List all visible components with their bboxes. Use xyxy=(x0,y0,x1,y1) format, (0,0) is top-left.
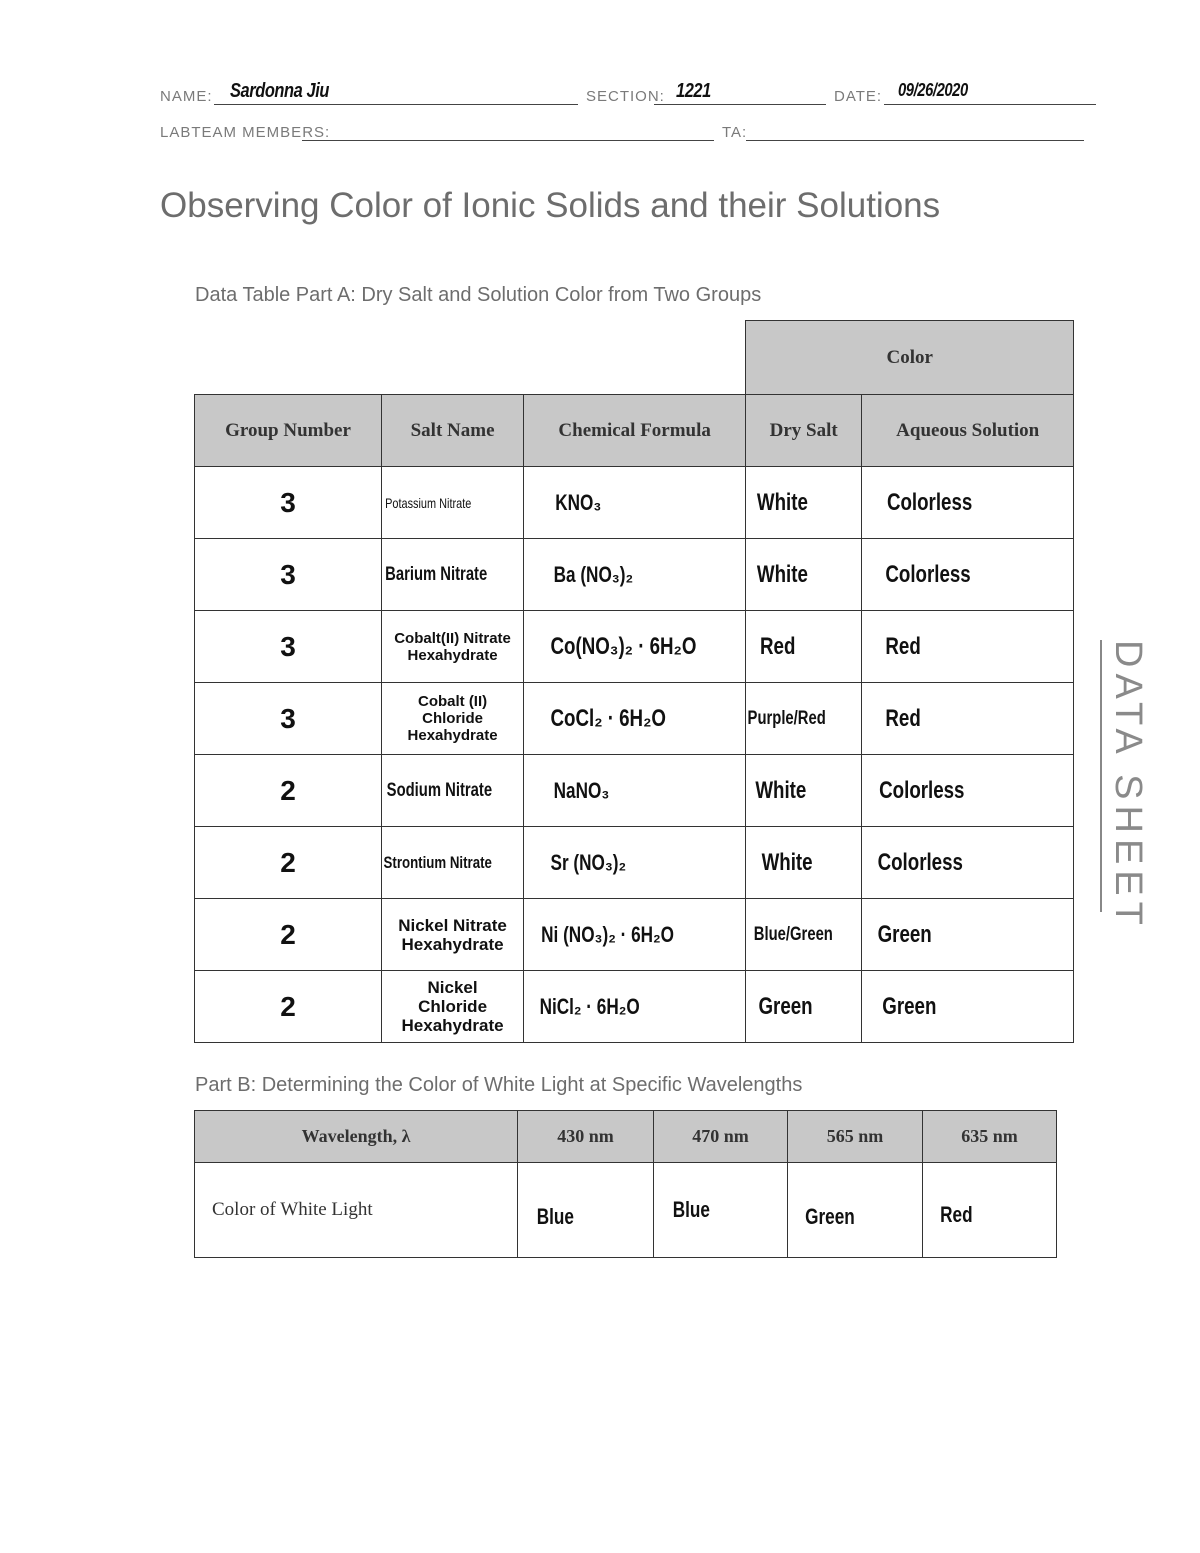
color-470-value: Blue xyxy=(672,1197,710,1222)
aqueous-value: Red xyxy=(885,704,921,732)
salt-value: Potassium Nitrate xyxy=(385,494,472,511)
table-row xyxy=(195,971,1074,1043)
blank-header-cell xyxy=(195,321,746,395)
group-cell[interactable] xyxy=(195,755,382,827)
part-b-table xyxy=(194,1110,1057,1258)
color-635-cell[interactable] xyxy=(923,1163,1057,1258)
salt-value: Barium Nitrate xyxy=(385,563,488,585)
part-a-caption: Data Table Part A: Dry Salt and Solution Color from Two Groups xyxy=(195,284,762,306)
table-row xyxy=(195,827,1074,899)
aqueous-value: Green xyxy=(877,920,932,948)
labteam-label: LABTEAM MEMBERS: xyxy=(160,124,331,141)
wavelength-430: 430 nm xyxy=(518,1111,654,1163)
group-value: 3 xyxy=(280,630,296,662)
table-row xyxy=(195,467,1074,539)
dry-cell[interactable] xyxy=(746,827,862,899)
color-430-value: Blue xyxy=(536,1204,574,1229)
group-cell[interactable] xyxy=(195,899,382,971)
ta-label: TA: xyxy=(722,124,748,141)
dry-value: White xyxy=(757,560,809,588)
dry-value: Red xyxy=(760,632,796,660)
formula-cell[interactable] xyxy=(524,539,746,611)
formula-value: NiCl₂ · 6H₂O xyxy=(539,993,640,1019)
salt-value: Sodium Nitrate xyxy=(386,779,493,801)
salt-value: Nickel Nitrate Hexahydrate xyxy=(398,915,507,954)
formula-cell[interactable] xyxy=(524,971,746,1043)
part-a-table xyxy=(194,320,1074,1043)
formula-value: Ni (NO₃)₂ · 6H₂O xyxy=(541,921,675,947)
side-tab-label: DATA SHEET xyxy=(1107,640,1149,931)
formula-value: Sr (NO₃)₂ xyxy=(550,849,627,875)
labteam-underline xyxy=(302,124,714,141)
formula-cell[interactable] xyxy=(524,827,746,899)
dry-value: Blue/Green xyxy=(754,923,834,945)
wavelength-565: 565 nm xyxy=(788,1111,923,1163)
salt-cell[interactable] xyxy=(382,827,524,899)
wavelength-635: 635 nm xyxy=(923,1111,1057,1163)
table-row xyxy=(195,611,1074,683)
salt-cell[interactable] xyxy=(382,971,524,1043)
dry-value: White xyxy=(755,776,807,804)
formula-value: Ba (NO₃)₂ xyxy=(553,561,634,587)
aqueous-cell[interactable] xyxy=(862,539,1074,611)
table-row xyxy=(195,539,1074,611)
date-label: DATE: xyxy=(834,88,883,105)
group-cell[interactable] xyxy=(195,611,382,683)
group-value: 3 xyxy=(280,702,296,734)
salt-cell[interactable] xyxy=(382,755,524,827)
salt-value: Strontium Nitrate xyxy=(383,852,492,872)
group-value: 2 xyxy=(280,774,296,806)
dry-cell[interactable] xyxy=(746,539,862,611)
aqueous-value: Colorless xyxy=(879,776,965,804)
group-value: 3 xyxy=(280,558,296,590)
formula-value: Co(NO₃)₂ · 6H₂O xyxy=(550,632,697,660)
dry-value: Purple/Red xyxy=(747,707,827,729)
name-label: NAME: xyxy=(160,88,213,105)
aqueous-value: Colorless xyxy=(877,848,964,876)
formula-value: KNO₃ xyxy=(555,489,602,515)
aqueous-cell[interactable] xyxy=(862,971,1074,1043)
dry-cell[interactable] xyxy=(746,611,862,683)
group-cell[interactable] xyxy=(195,683,382,755)
group-cell[interactable] xyxy=(195,827,382,899)
aqueous-value: Green xyxy=(882,992,937,1020)
dry-cell[interactable] xyxy=(746,467,862,539)
ta-underline xyxy=(746,124,1084,141)
wavelength-header: Wavelength, λ xyxy=(195,1111,518,1163)
part-b-caption: Part B: Determining the Color of White Light at Specific Wavelengths xyxy=(195,1074,803,1096)
dry-cell[interactable] xyxy=(746,899,862,971)
group-value: 2 xyxy=(280,990,296,1022)
dry-value: White xyxy=(757,488,809,516)
dry-value: Green xyxy=(758,992,813,1020)
color-row-label: Color of White Light xyxy=(195,1163,518,1258)
col-header-group: Group Number xyxy=(195,395,382,467)
salt-cell[interactable] xyxy=(382,539,524,611)
group-cell[interactable] xyxy=(195,539,382,611)
formula-value: NaNO₃ xyxy=(553,777,610,803)
section-value[interactable]: 1221 xyxy=(676,80,711,102)
aqueous-value: Colorless xyxy=(885,560,971,588)
page-title: Observing Color of Ionic Solids and their Solutions xyxy=(160,186,941,225)
salt-value: Cobalt (II) Chloride Hexahydrate xyxy=(407,693,498,744)
color-430-cell[interactable] xyxy=(518,1163,654,1258)
color-470-cell[interactable] xyxy=(654,1163,788,1258)
formula-cell[interactable] xyxy=(524,683,746,755)
color-565-value: Green xyxy=(805,1204,855,1229)
formula-cell[interactable] xyxy=(524,899,746,971)
aqueous-cell[interactable] xyxy=(862,755,1074,827)
salt-value: Nickel Chloride Hexahydrate xyxy=(401,978,504,1035)
group-cell[interactable] xyxy=(195,467,382,539)
color-635-value: Red xyxy=(940,1202,973,1227)
aqueous-value: Red xyxy=(885,632,921,660)
aqueous-cell[interactable] xyxy=(862,683,1074,755)
dry-cell[interactable] xyxy=(746,755,862,827)
aqueous-cell[interactable] xyxy=(862,467,1074,539)
col-header-salt: Salt Name xyxy=(382,395,524,467)
dry-cell[interactable] xyxy=(746,971,862,1043)
aqueous-cell[interactable] xyxy=(862,899,1074,971)
table-row xyxy=(195,1163,1057,1258)
aqueous-value: Colorless xyxy=(887,488,973,516)
salt-cell[interactable] xyxy=(382,899,524,971)
date-value[interactable]: 09/26/2020 xyxy=(898,80,968,100)
section-label: SECTION: xyxy=(586,88,665,105)
formula-cell[interactable] xyxy=(524,467,746,539)
color-565-cell[interactable] xyxy=(788,1163,923,1258)
wavelength-470: 470 nm xyxy=(654,1111,788,1163)
group-value: 2 xyxy=(280,846,296,878)
group-value: 2 xyxy=(280,918,296,950)
table-row xyxy=(195,683,1074,755)
col-header-formula: Chemical Formula xyxy=(524,395,746,467)
aqueous-cell[interactable] xyxy=(862,611,1074,683)
dry-value: White xyxy=(761,848,813,876)
dry-cell[interactable] xyxy=(746,683,862,755)
formula-cell[interactable] xyxy=(524,755,746,827)
col-header-aqueous: Aqueous Solution xyxy=(862,395,1074,467)
side-tab-rule xyxy=(1100,640,1102,912)
aqueous-cell[interactable] xyxy=(862,827,1074,899)
color-header: Color xyxy=(746,321,1074,395)
group-cell[interactable] xyxy=(195,971,382,1043)
formula-value: CoCl₂ · 6H₂O xyxy=(550,704,667,732)
salt-cell[interactable] xyxy=(382,683,524,755)
col-header-dry: Dry Salt xyxy=(746,395,862,467)
group-value: 3 xyxy=(280,486,296,518)
salt-cell[interactable] xyxy=(382,467,524,539)
table-row xyxy=(195,899,1074,971)
table-row xyxy=(195,755,1074,827)
salt-cell[interactable] xyxy=(382,611,524,683)
formula-cell[interactable] xyxy=(524,611,746,683)
salt-value: Cobalt(II) Nitrate Hexahydrate xyxy=(394,629,511,664)
name-value[interactable]: Sardonna Jiu xyxy=(230,80,329,102)
